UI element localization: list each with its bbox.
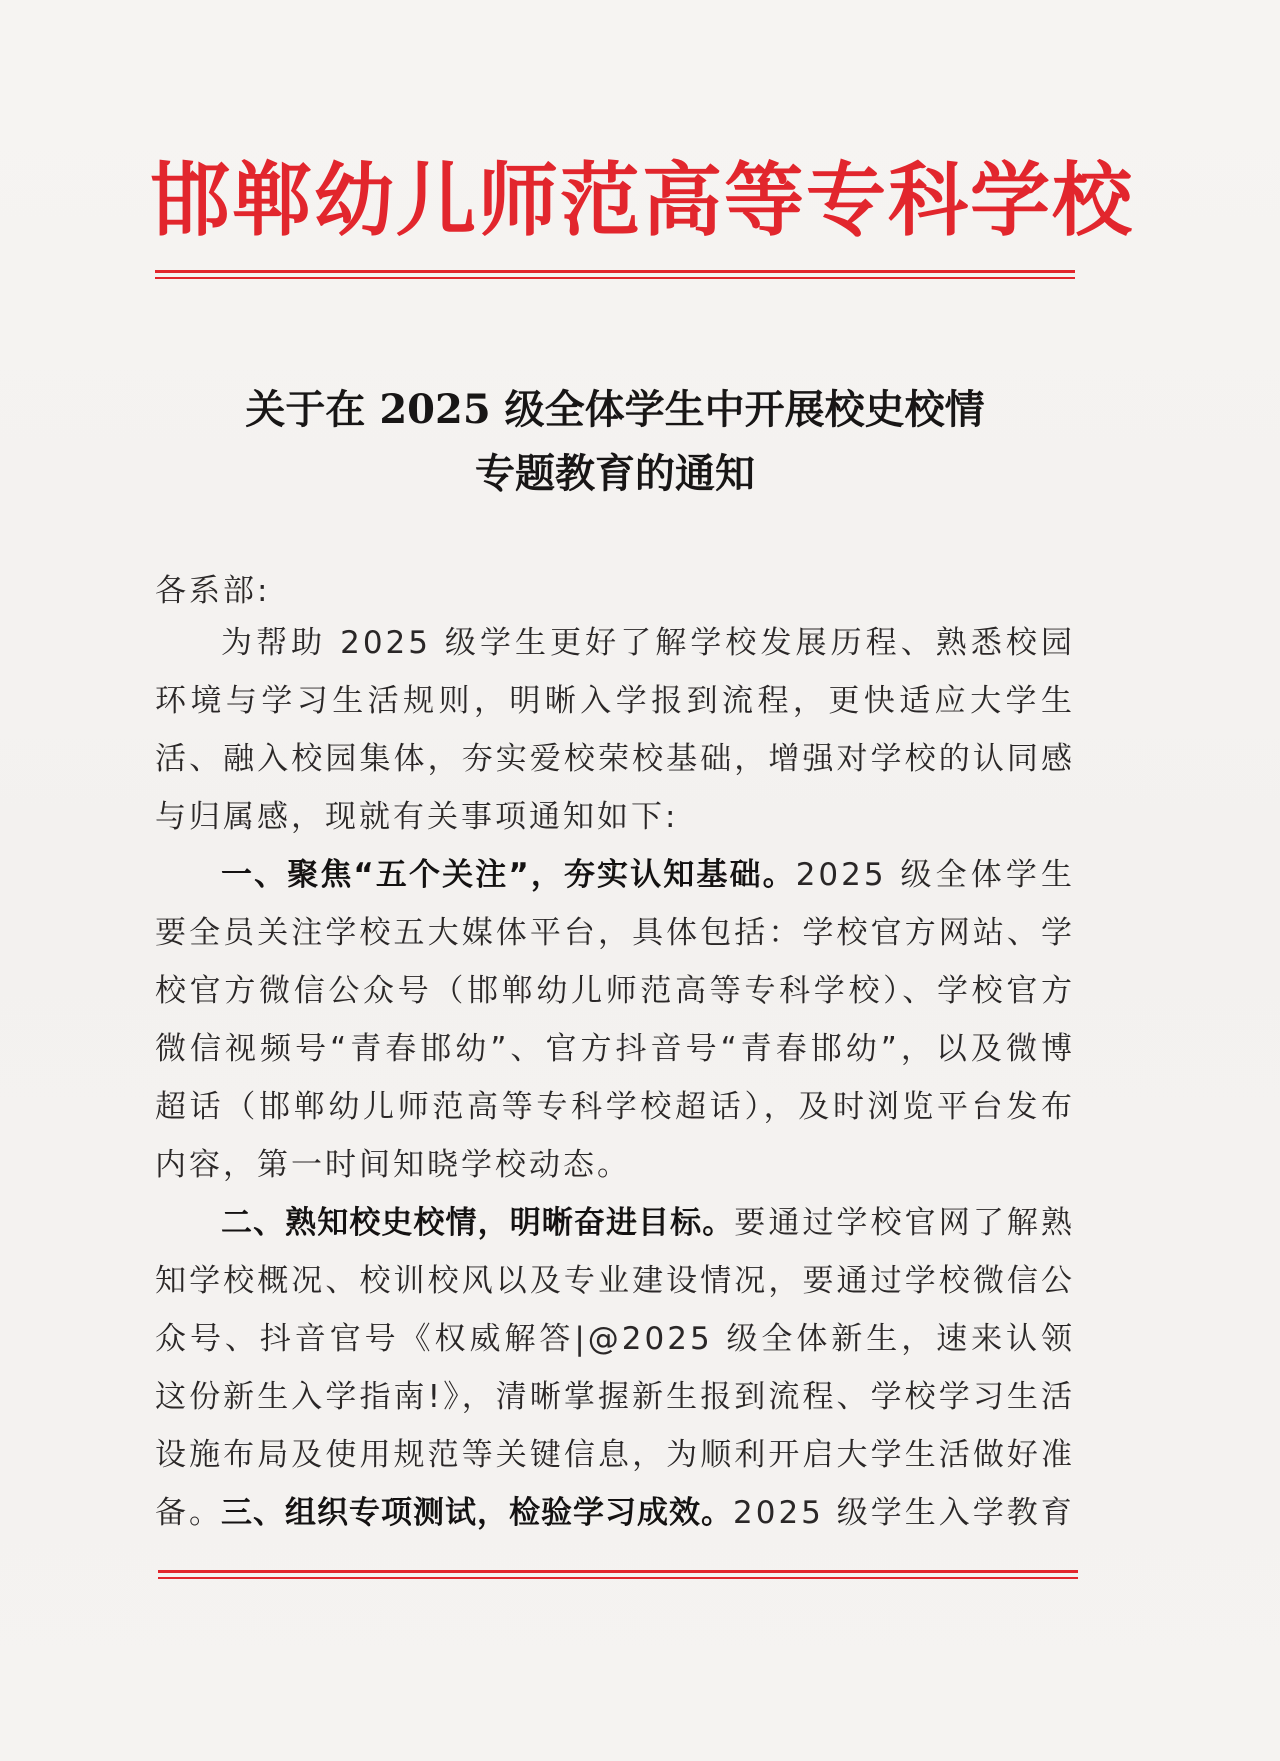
section-1-heading: 一、聚焦“五个关注”，夯实认知基础。 xyxy=(221,857,796,893)
notice-title-line-2: 专题教育的通知 xyxy=(475,450,755,497)
section-1-body: 2025 级全体学生要全员关注学校五大媒体平台，具体包括：学校官方网站、学校官方微信公众号（邯郸幼儿师范高等专科学校）、学校官方微信视频号“青春邯幼”、官方抖音号“青春邯幼”，以及微博超话（邯郸幼儿师范高等专科学校超话），及时浏览平台发布内容，第一时间知晓学校动态。 xyxy=(155,857,1075,1183)
notice-title-line-1: 关于在 2025 级全体学生中开展校史校情 xyxy=(245,386,985,433)
section-2-heading: 二、熟知校史校情，明晰奋进目标。 xyxy=(221,1205,735,1241)
section-2-body: 要通过学校官网了解熟知学校概况、校训校风以及专业建设情况，要通过学校微信公众号、抖音官号《权威解答|@2025 级全体新生，速来认领这份新生入学指南!》，清晰掌握新生报到流程、学校学习生活设施布局及使用规范等关键信息，为顺利开启大学生活做好准备。 xyxy=(155,1205,1076,1531)
footer-red-rule xyxy=(158,1570,1078,1579)
intro-paragraph: 为帮助 2025 级学生更好了解学校发展历程、熟悉校园环境与学习生活规则，明晰入学报到流程，更快适应大学生活、融入校园集体，夯实爱校荣校基础，增强对学校的认同感与归属感，现就有关事项通知如下: xyxy=(155,625,1075,835)
letterhead-school-name: 邯郸幼儿师范高等专科学校 xyxy=(150,153,1134,247)
section-3-heading: 三、组织专项测试，检验学习成效。 xyxy=(221,1495,733,1531)
section-1-paragraph xyxy=(155,846,1075,1194)
letterhead-red-rule xyxy=(155,270,1075,279)
salutation: 各系部: xyxy=(155,573,271,609)
section-3-body: 2025 级学生入学教育 xyxy=(733,1495,1075,1531)
section-3-paragraph xyxy=(155,1484,1075,1542)
